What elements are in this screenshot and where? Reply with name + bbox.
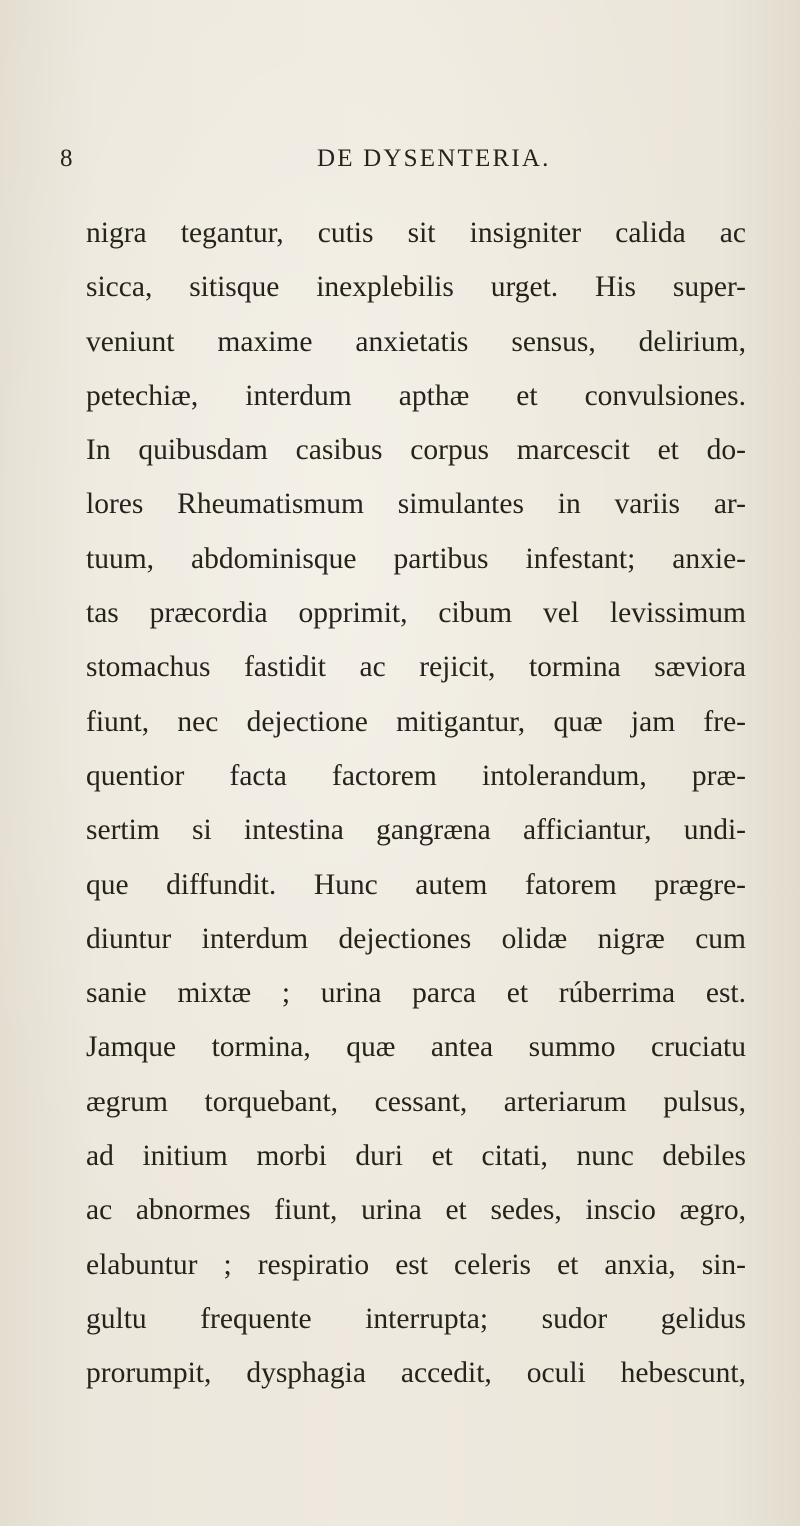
text-line: tuum, abdominisque partibus infestant; anxie- bbox=[86, 542, 746, 575]
text-line: quentior facta factorem intolerandum, præ- bbox=[86, 759, 746, 792]
text-line: fiunt, nec dejectione mitigantur, quæ jam fre- bbox=[86, 705, 746, 738]
text-line: ægrum torquebant, cessant, arteriarum pulsus, bbox=[86, 1085, 746, 1118]
text-line: ac abnormes fiunt, urina et sedes, inscio ægro, bbox=[86, 1194, 746, 1227]
text-line: nigra tegantur, cutis sit insigniter calida ac bbox=[86, 217, 746, 249]
text-line: Jamque tormina, quæ antea summo cruciatu bbox=[86, 1031, 746, 1064]
text-line: gultu frequente interrupta; sudor gelidus bbox=[86, 1302, 746, 1335]
text-line: lores Rheumatismum simulantes in variis ar- bbox=[86, 488, 746, 521]
text-line: sicca, sitisque inexplebilis urget. His super- bbox=[86, 271, 746, 304]
text-line: veniunt maxime anxietatis sensus, delirium, bbox=[86, 325, 746, 358]
text-line: elabuntur ; respiratio est celeris et anxia, sin- bbox=[86, 1248, 746, 1281]
text-line: sertim si intestina gangræna afficiantur, undi- bbox=[86, 814, 746, 847]
text-line: In quibusdam casibus corpus marcescit et do- bbox=[86, 434, 746, 467]
text-line: stomachus fastidit ac rejicit, tormina sæviora bbox=[86, 651, 746, 684]
running-head bbox=[60, 145, 750, 181]
text-line: tas præcordia opprimit, cibum vel levissimum bbox=[86, 597, 746, 630]
text-line: ad initium morbi duri et citati, nunc debiles bbox=[86, 1140, 746, 1173]
text-line: petechiæ, interdum apthæ et convulsiones. bbox=[86, 379, 746, 412]
page-number: 8 bbox=[60, 145, 74, 172]
running-title: DE DYSENTERIA. bbox=[317, 145, 551, 172]
text-line: sanie mixtæ ; urina parca et rúberrima est. bbox=[86, 977, 746, 1010]
body-text bbox=[86, 206, 746, 1401]
text-line: diuntur interdum dejectiones olidæ nigræ cum bbox=[86, 922, 746, 955]
text-line: que diffundit. Hunc autem fatorem prægre- bbox=[86, 868, 746, 901]
text-line: prorumpit, dysphagia accedit, oculi hebescunt, bbox=[86, 1357, 746, 1390]
